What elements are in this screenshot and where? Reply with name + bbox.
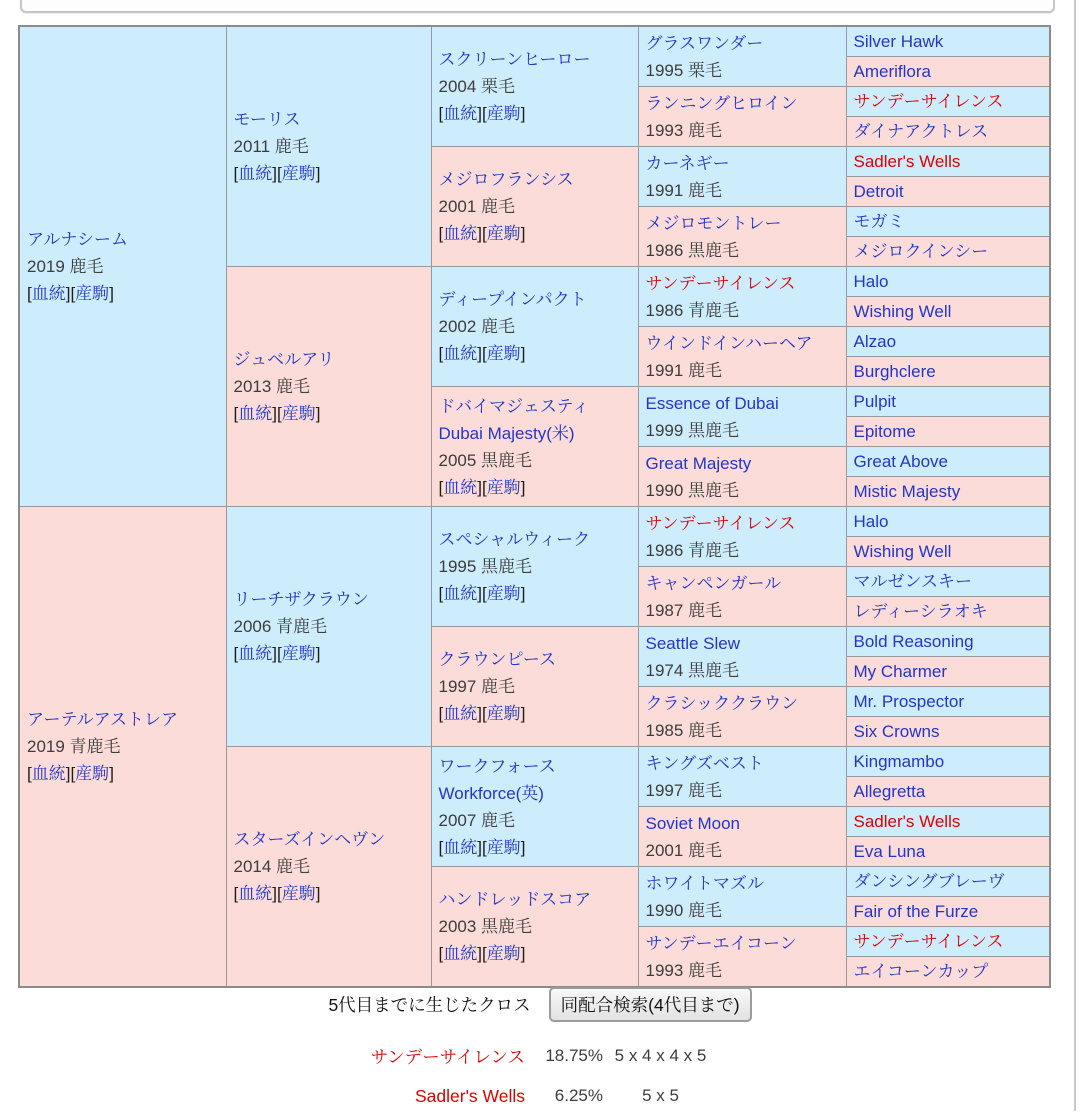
horse-link[interactable]: サンデーサイレンス — [645, 513, 796, 533]
bloodline-link[interactable]: 血統 — [443, 224, 478, 243]
pedigree-cell-gen5-22 — [846, 687, 1050, 717]
horse-tool-links: [血統][産駒] — [438, 584, 526, 603]
bloodline-link[interactable]: 血統 — [443, 837, 478, 857]
horse-link[interactable]: サンデーサイレンス — [645, 273, 796, 293]
horse-tool-links: [血統][産駒] — [438, 944, 526, 963]
pedigree-table-body — [19, 26, 1050, 987]
pedigree-cell-gen4-6 — [638, 387, 846, 447]
horse-tool-links: [血統][産駒] — [438, 104, 526, 123]
horse-link[interactable]: スターズインヘヴン — [233, 830, 386, 849]
horse-link[interactable]: クラウンピース — [438, 650, 556, 669]
pedigree-cell-gen2-0 — [226, 26, 431, 267]
bloodline-link[interactable]: 血統 — [238, 164, 273, 183]
horse-link[interactable]: ハンドレッドスコア — [438, 890, 592, 909]
horse-year-coat: 1974 黒鹿毛 — [645, 660, 740, 680]
horse-link[interactable]: Kingmambo — [853, 752, 945, 771]
horse-year-coat: 1995 黒鹿毛 — [438, 557, 533, 576]
bloodline-link[interactable]: 血統 — [443, 477, 478, 497]
horse-link[interactable]: ホワイトマズル — [645, 873, 764, 893]
horse-link[interactable]: Halo — [853, 272, 889, 291]
horse-year-coat: 1997 鹿毛 — [438, 677, 516, 696]
horse-tool-links: [血統][産駒] — [438, 704, 526, 723]
horse-link[interactable]: サンデーサイレンス — [853, 932, 1004, 951]
offspring-link[interactable]: 産駒 — [75, 284, 110, 303]
pedigree-cell-gen4-3 — [638, 207, 846, 267]
pedigree-cell-gen4-15 — [638, 927, 846, 988]
bloodline-link[interactable]: 血統 — [31, 764, 66, 783]
horse-year-coat: 1985 鹿毛 — [645, 720, 723, 740]
pedigree-cell-gen5-16 — [846, 507, 1050, 537]
horse-year-coat: 2011 鹿毛 — [233, 137, 309, 156]
horse-tool-links: [血統][産駒] — [233, 884, 321, 903]
horse-link[interactable]: Epitome — [853, 422, 916, 441]
horse-year-coat: 1990 鹿毛 — [645, 900, 723, 920]
horse-link[interactable]: Sadler's Wells — [853, 812, 961, 831]
pedigree-cell-gen5-1 — [846, 57, 1050, 87]
bloodline-link[interactable]: 血統 — [443, 704, 478, 723]
horse-year-coat: 1991 鹿毛 — [645, 360, 723, 380]
horse-link[interactable]: Fair of the Furze — [853, 902, 979, 921]
pedigree-cell-gen5-29 — [846, 897, 1050, 927]
offspring-link[interactable]: 産駒 — [486, 837, 521, 857]
pedigree-table — [18, 25, 1051, 988]
horse-link[interactable]: Sadler's Wells — [853, 152, 961, 171]
horse-link[interactable]: Detroit — [853, 182, 904, 201]
horse-link[interactable]: ワークフォース — [438, 756, 556, 776]
horse-link[interactable]: Great Majesty — [645, 453, 752, 473]
pedigree-cell-gen2-1 — [226, 267, 431, 507]
pedigree-cell-gen5-3 — [846, 117, 1050, 147]
same-mating-search-button[interactable]: 同配合検索(4代目まで) — [549, 987, 752, 1022]
horse-link[interactable]: ランニングヒロイン — [645, 93, 798, 113]
horse-link[interactable]: ドバイマジェスティ — [438, 396, 590, 416]
horse-year-coat: 1995 栗毛 — [645, 60, 723, 80]
horse-year-coat: 1993 鹿毛 — [645, 120, 723, 140]
horse-link[interactable]: キャンペンガール — [645, 573, 782, 593]
pedigree-cell-gen5-11 — [846, 357, 1050, 387]
horse-link[interactable]: サンデーサイレンス — [853, 92, 1004, 111]
pedigree-cell-gen5-30 — [846, 927, 1050, 957]
horse-link[interactable]: アルナシーム — [27, 230, 128, 249]
offspring-link[interactable]: 産駒 — [75, 764, 110, 783]
horse-link[interactable]: Ameriflora — [853, 62, 931, 81]
horse-link[interactable]: マルゼンスキー — [853, 572, 972, 591]
horse-link[interactable]: レディーシラオキ — [853, 602, 988, 621]
pedigree-cell-gen4-14 — [638, 867, 846, 927]
pedigree-cell-gen5-18 — [846, 567, 1050, 597]
horse-link[interactable]: Allegretta — [853, 782, 926, 801]
horse-year-coat: 2005 黒鹿毛 — [438, 450, 533, 470]
pedigree-cell-gen4-12 — [638, 747, 846, 807]
pedigree-cell-gen5-20 — [846, 627, 1050, 657]
horse-link[interactable]: ダイナアクトレス — [853, 122, 989, 141]
horse-tool-links: [血統][産駒] — [27, 764, 114, 783]
pedigree-cell-gen1-0 — [19, 26, 226, 507]
horse-year-coat: 1990 黒鹿毛 — [645, 480, 740, 500]
pedigree-cell-gen4-2 — [638, 147, 846, 207]
horse-link[interactable]: クラシッククラウン — [645, 693, 799, 713]
horse-link[interactable]: キングズベスト — [645, 753, 764, 773]
horse-link[interactable]: Eva Luna — [853, 842, 926, 861]
pedigree-cell-gen2-3 — [226, 747, 431, 988]
horse-link[interactable]: モーリス — [233, 110, 301, 129]
offspring-link[interactable]: 産駒 — [486, 344, 521, 363]
pedigree-cell-gen5-31 — [846, 957, 1050, 988]
horse-link[interactable]: Six Crowns — [853, 722, 940, 741]
pedigree-cell-gen3-2 — [431, 267, 638, 387]
pedigree-cell-gen5-10 — [846, 327, 1050, 357]
pedigree-cell-gen4-7 — [638, 447, 846, 507]
pedigree-cell-gen3-0 — [431, 26, 638, 147]
pedigree-cell-gen4-5 — [638, 327, 846, 387]
pedigree-cell-gen5-26 — [846, 807, 1050, 837]
horse-year-coat: 1986 黒鹿毛 — [645, 240, 740, 260]
horse-tool-links: [血統][産駒] — [27, 284, 114, 303]
horse-link[interactable]: Seattle Slew — [645, 633, 740, 653]
offspring-link[interactable]: 産駒 — [281, 644, 316, 663]
pedigree-cell-gen5-25 — [846, 777, 1050, 807]
top-panel-bottom-edge — [20, 0, 1055, 13]
pedigree-cell-gen1-1 — [19, 507, 226, 988]
bloodline-link[interactable]: 血統 — [238, 404, 273, 423]
horse-year-coat: 2002 鹿毛 — [438, 317, 516, 336]
horse-link[interactable]: Wishing Well — [853, 542, 952, 561]
cross-pattern: 5 x 5 — [642, 1086, 679, 1105]
horse-link[interactable]: スクリーンヒーロー — [438, 50, 591, 69]
horse-year-coat: 2014 鹿毛 — [233, 857, 311, 876]
horse-tool-links: [血統][産駒] — [438, 837, 526, 857]
pedigree-cell-gen5-7 — [846, 237, 1050, 267]
horse-year-coat: 2019 青鹿毛 — [27, 737, 121, 756]
horse-year-coat: 2003 黒鹿毛 — [438, 917, 533, 936]
bloodline-link[interactable]: 血統 — [443, 344, 478, 363]
horse-link[interactable]: My Charmer — [853, 662, 948, 681]
pedigree-cell-gen5-13 — [846, 417, 1050, 447]
pedigree-cell-gen4-0 — [638, 26, 846, 87]
horse-tool-links: [血統][産駒] — [233, 164, 321, 183]
pedigree-cell-gen5-14 — [846, 447, 1050, 477]
horse-link[interactable]: ダンシングブレーヴ — [853, 872, 1005, 891]
horse-link[interactable]: サンデーエイコーン — [645, 933, 797, 953]
horse-tool-links: [血統][産駒] — [438, 224, 526, 243]
pedigree-cell-gen5-24 — [846, 747, 1050, 777]
horse-link[interactable]: メジロモントレー — [645, 213, 782, 233]
horse-link[interactable]: Soviet Moon — [645, 813, 740, 833]
horse-link[interactable]: Pulpit — [853, 392, 897, 411]
pedigree-cell-gen5-23 — [846, 717, 1050, 747]
cross-row — [305, 1076, 718, 1116]
pedigree-cell-gen4-8 — [638, 507, 846, 567]
horse-link[interactable]: Workforce(英) — [438, 783, 544, 803]
pedigree-cell-gen4-9 — [638, 567, 846, 627]
offspring-link[interactable]: 産駒 — [281, 404, 316, 423]
horse-link[interactable]: リーチザクラウン — [233, 590, 369, 609]
horse-link[interactable]: カーネギー — [645, 153, 730, 173]
horse-year-coat: 1993 鹿毛 — [645, 960, 723, 980]
horse-year-coat: 2007 鹿毛 — [438, 810, 516, 830]
horse-link[interactable]: Wishing Well — [853, 302, 952, 321]
horse-link[interactable]: Silver Hawk — [853, 32, 944, 51]
pedigree-cell-gen4-11 — [638, 687, 846, 747]
pedigree-cell-gen5-8 — [846, 267, 1050, 297]
pedigree-cell-gen4-4 — [638, 267, 846, 327]
pedigree-cell-gen5-19 — [846, 597, 1050, 627]
pedigree-cell-gen5-6 — [846, 207, 1050, 237]
horse-link[interactable]: Essence of Dubai — [645, 393, 779, 413]
pedigree-cell-gen4-13 — [638, 807, 846, 867]
horse-year-coat: 2001 鹿毛 — [645, 840, 723, 860]
offspring-link[interactable]: 産駒 — [281, 164, 316, 183]
horse-tool-links: [血統][産駒] — [233, 404, 321, 423]
bloodline-link[interactable]: 血統 — [238, 884, 273, 903]
horse-link[interactable]: メジロフランシス — [438, 170, 574, 189]
pedigree-cell-gen2-2 — [226, 507, 431, 747]
cross-section-label: 5代目までに生じたクロス — [328, 994, 531, 1015]
horse-link[interactable]: ジュベルアリ — [233, 350, 335, 369]
bloodline-link[interactable]: 血統 — [238, 644, 273, 663]
bloodline-link[interactable]: 血統 — [31, 284, 66, 303]
horse-link[interactable]: ディープインパクト — [438, 290, 587, 309]
bloodline-link[interactable]: 血統 — [443, 944, 478, 963]
cross-pattern: 5 x 4 x 4 x 5 — [614, 1046, 707, 1065]
horse-year-coat: 1986 青鹿毛 — [645, 540, 740, 560]
pedigree-cell-gen5-27 — [846, 837, 1050, 867]
pedigree-cell-gen5-5 — [846, 177, 1050, 207]
horse-link[interactable]: Burghclere — [853, 362, 936, 381]
horse-link[interactable]: モガミ — [853, 212, 905, 231]
horse-year-coat: 2004 栗毛 — [438, 77, 516, 96]
pedigree-cell-gen3-7 — [431, 867, 638, 988]
cross-row — [305, 1036, 718, 1076]
horse-link[interactable]: Alzao — [853, 332, 897, 351]
pedigree-cell-gen3-3 — [431, 387, 638, 507]
bloodline-link[interactable]: 血統 — [443, 104, 478, 123]
offspring-link[interactable]: 産駒 — [281, 884, 316, 903]
pedigree-cell-gen5-17 — [846, 537, 1050, 567]
horse-link[interactable]: Bold Reasoning — [853, 632, 974, 651]
pedigree-cell-gen5-12 — [846, 387, 1050, 417]
horse-link[interactable]: メジロクインシー — [853, 242, 989, 261]
pedigree-cell-gen3-4 — [431, 507, 638, 627]
horse-link[interactable]: Dubai Majesty(米) — [438, 423, 575, 443]
cross-percentage: 18.75% — [545, 1046, 603, 1065]
horse-tool-links: [血統][産駒] — [233, 644, 321, 663]
horse-tool-links: [血統][産駒] — [438, 344, 526, 363]
cross-percentage: 6.25% — [554, 1086, 603, 1105]
cross-section-header — [0, 985, 1080, 1023]
horse-year-coat: 1999 黒鹿毛 — [645, 420, 740, 440]
bloodline-link[interactable]: 血統 — [443, 584, 478, 603]
pedigree-cell-gen5-4 — [846, 147, 1050, 177]
horse-year-coat: 2013 鹿毛 — [233, 377, 311, 396]
horse-year-coat: 1987 鹿毛 — [645, 600, 723, 620]
horse-link[interactable]: エイコーンカップ — [853, 962, 989, 981]
offspring-link[interactable]: 産駒 — [486, 224, 521, 243]
horse-link[interactable]: Halo — [853, 512, 889, 531]
horse-link[interactable]: ウインドインハーヘア — [645, 333, 813, 353]
horse-year-coat: 2001 鹿毛 — [438, 197, 516, 216]
offspring-link[interactable]: 産駒 — [486, 104, 521, 123]
horse-link[interactable]: アーテルアストレア — [27, 710, 178, 729]
horse-year-coat: 1986 青鹿毛 — [645, 300, 740, 320]
horse-link[interactable]: グラスワンダー — [645, 33, 764, 53]
pedigree-cell-gen4-10 — [638, 627, 846, 687]
crossed-horse-name: Sadler's Wells — [415, 1085, 525, 1106]
page-right-border — [1074, 0, 1076, 1111]
horse-link[interactable]: Great Above — [853, 452, 949, 471]
horse-link[interactable]: Mr. Prospector — [853, 692, 965, 711]
offspring-link[interactable]: 産駒 — [486, 704, 521, 723]
pedigree-cell-gen5-9 — [846, 297, 1050, 327]
pedigree-cell-gen5-15 — [846, 477, 1050, 507]
horse-tool-links: [血統][産駒] — [438, 477, 526, 497]
offspring-link[interactable]: 産駒 — [486, 584, 521, 603]
horse-year-coat: 1991 鹿毛 — [645, 180, 723, 200]
horse-link[interactable]: スペシャルウィーク — [438, 530, 591, 549]
horse-year-coat: 1997 鹿毛 — [645, 780, 723, 800]
horse-year-coat: 2019 鹿毛 — [27, 257, 104, 276]
offspring-link[interactable]: 産駒 — [486, 477, 521, 497]
pedigree-cell-gen3-1 — [431, 147, 638, 267]
crossed-horse-name: サンデーサイレンス — [370, 1046, 525, 1067]
cross-list — [305, 1036, 718, 1116]
pedigree-cell-gen5-28 — [846, 867, 1050, 897]
pedigree-cell-gen3-6 — [431, 747, 638, 867]
offspring-link[interactable]: 産駒 — [486, 944, 521, 963]
pedigree-cell-gen5-0 — [846, 26, 1050, 57]
horse-year-coat: 2006 青鹿毛 — [233, 617, 328, 636]
pedigree-cell-gen5-2 — [846, 87, 1050, 117]
pedigree-cell-gen5-21 — [846, 657, 1050, 687]
pedigree-cell-gen3-5 — [431, 627, 638, 747]
pedigree-cell-gen4-1 — [638, 87, 846, 147]
horse-link[interactable]: Mistic Majesty — [853, 482, 961, 501]
